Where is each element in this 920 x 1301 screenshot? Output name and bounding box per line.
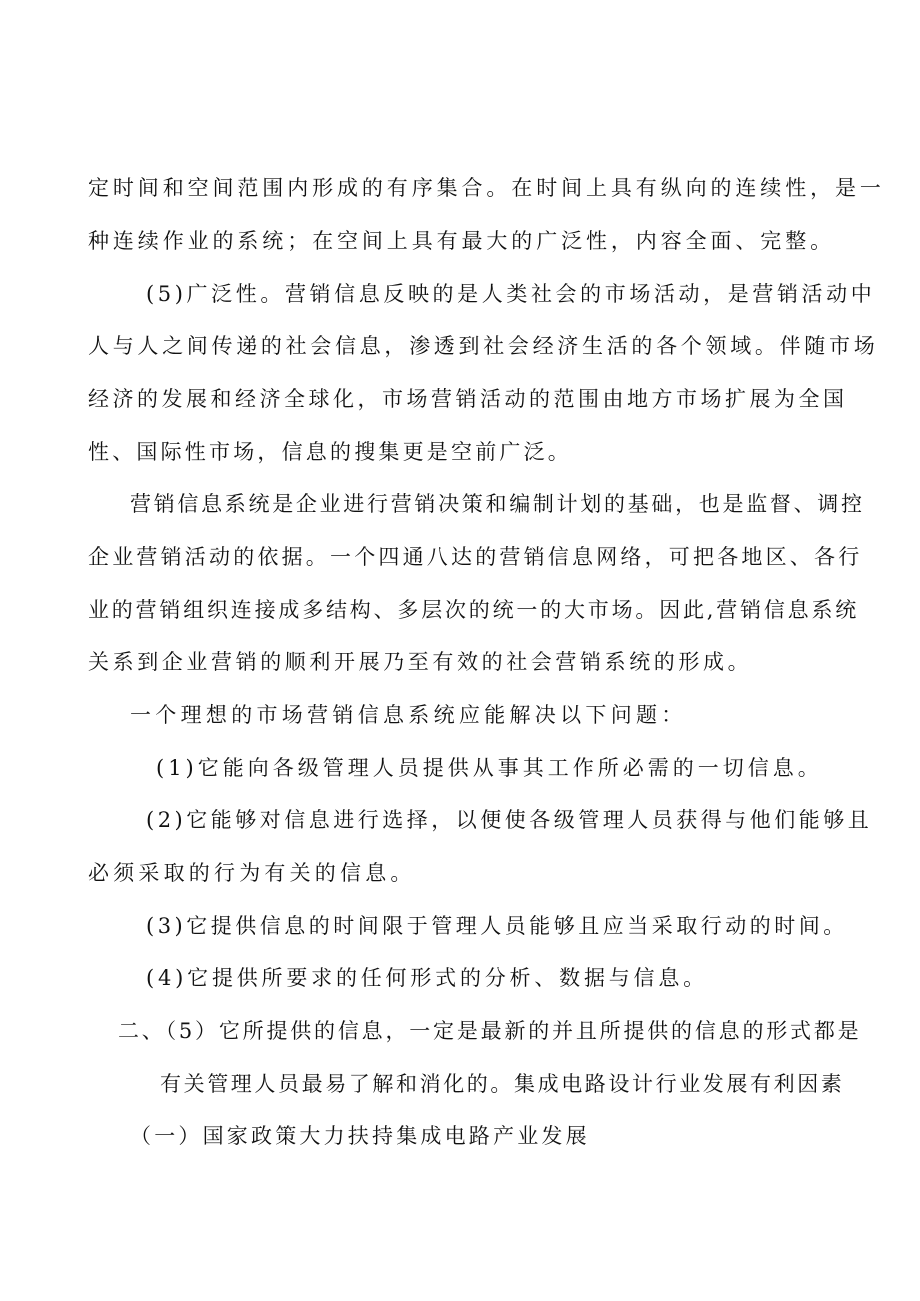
text-line: 性、国际性市场，信息的搜集更是空前广泛。 <box>88 440 572 464</box>
text-line: 定时间和空间范围内形成的有序集合。在时间上具有纵向的连续性，是一 <box>88 176 885 200</box>
text-line: 企业营销活动的依据。一个四通八达的营销信息网络，可把各地区、各行 <box>88 545 863 569</box>
text-line: (4)它提供所要求的任何形式的分析、数据与信息。 <box>146 966 708 990</box>
section-heading-continued: 有关管理人员最易了解和消化的。集成电路设计行业发展有利因素 <box>160 1072 845 1096</box>
section-heading: 二、（5）它所提供的信息，一定是最新的并且所提供的信息的形式都是 <box>118 1019 862 1043</box>
text-line: (5)广泛性。营销信息反映的是人类社会的市场活动，是营销活动中 <box>146 282 876 306</box>
text-line: (3)它提供信息的时间限于管理人员能够且应当采取行动的时间。 <box>146 914 848 938</box>
text-line: 营销信息系统是企业进行营销决策和编制计划的基础，也是监督、调控 <box>130 492 865 516</box>
text-line: (1)它能向各级管理人员提供从事其工作所必需的一切信息。 <box>156 756 823 780</box>
text-line: 关系到企业营销的顺利开展乃至有效的社会营销系统的形成。 <box>88 650 753 674</box>
text-line: 经济的发展和经济全球化，市场营销活动的范围由地方市场扩展为全国 <box>88 387 848 411</box>
text-line: 种连续作业的系统；在空间上具有最大的广泛性，内容全面、完整。 <box>88 229 835 253</box>
text-line: 业的营销组织连接成多结构、多层次的统一的大市场。因此,营销信息系统 <box>88 598 860 622</box>
text-line: 一个理想的市场营销信息系统应能解决以下问题： <box>130 703 687 727</box>
subsection-heading: （一）国家政策大力扶持集成电路产业发展 <box>130 1124 590 1148</box>
text-line: 人与人之间传递的社会信息，渗透到社会经济生活的各个领域。伴随市场 <box>88 334 879 358</box>
text-line: (2)它能够对信息进行选择，以便使各级管理人员获得与他们能够且 <box>146 808 873 832</box>
text-line: 必须采取的行为有关的信息。 <box>88 861 416 885</box>
